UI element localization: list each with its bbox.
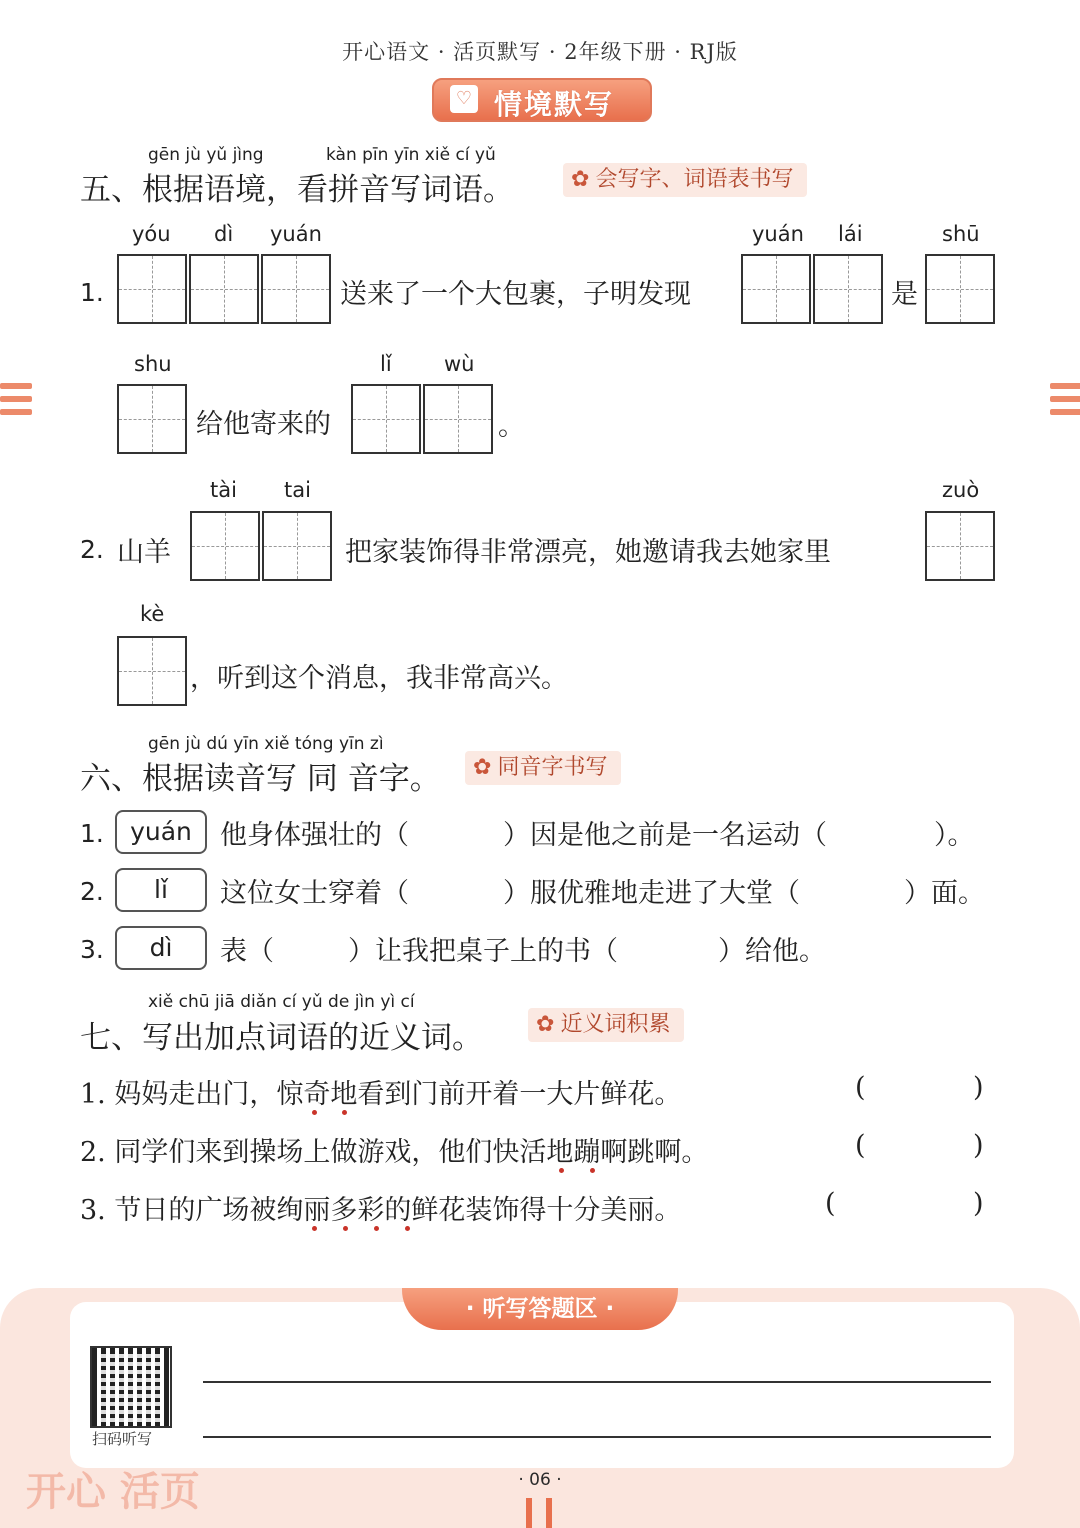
- pinyin: wù: [444, 352, 475, 376]
- sentence-text: 3. 节日的广场被绚丽多彩的鲜花装饰得十分美丽。: [80, 1195, 682, 1226]
- answer-paren-open[interactable]: (: [825, 1188, 836, 1219]
- section5-tag: [563, 163, 807, 197]
- pinyin: dì: [214, 222, 234, 246]
- question-number: 2.: [80, 877, 104, 906]
- answer-grid[interactable]: [262, 511, 332, 581]
- pinyin: yuán: [752, 222, 804, 246]
- emphasis-dot: [405, 1226, 410, 1231]
- sentence-text: ，听到这个消息，我非常高兴。: [190, 663, 568, 694]
- emphasis-dot: [342, 1110, 347, 1115]
- answer-paren-open[interactable]: (: [855, 1130, 866, 1161]
- answer-grid[interactable]: [925, 511, 995, 581]
- flower-icon: ✿: [536, 1012, 555, 1037]
- section5-pinyin-a: gēn jù yǔ jìng: [148, 145, 264, 165]
- emphasis-dot: [343, 1226, 348, 1231]
- sentence-text: 表（: [220, 936, 274, 967]
- left-edge-marker: [0, 396, 32, 402]
- pinyin-box: dì: [115, 926, 207, 970]
- answer-grid[interactable]: [423, 384, 493, 454]
- answer-grid[interactable]: [741, 254, 811, 324]
- brand-watermark: 开心 活页: [26, 1469, 200, 1515]
- answer-grid[interactable]: [261, 254, 331, 324]
- flower-icon: ✿: [473, 755, 492, 780]
- binding-mark: [546, 1498, 552, 1528]
- sentence-text: 送来了一个大包裹，子明发现: [340, 279, 691, 310]
- sentence-text: 山羊: [117, 537, 171, 568]
- section6-pinyin: gēn jù dú yīn xiě tóng yīn zì: [148, 734, 384, 754]
- binding-mark: [526, 1498, 532, 1528]
- pinyin-box: yuán: [115, 810, 207, 854]
- section6-tag-label: 同音字书写: [497, 755, 608, 780]
- pinyin: tài: [210, 478, 237, 502]
- answer-grid[interactable]: [813, 254, 883, 324]
- page-number: · 06 ·: [518, 1470, 562, 1490]
- pinyin: lái: [838, 222, 863, 246]
- question-number: 3.: [80, 935, 104, 964]
- section7-pinyin: xiě chū jiā diǎn cí yǔ de jìn yì cí: [148, 992, 415, 1012]
- section-badge: [432, 78, 652, 122]
- sentence-text: 是: [891, 279, 918, 310]
- flower-icon: ✿: [571, 167, 590, 192]
- pinyin-box: lǐ: [115, 868, 207, 912]
- answer-grid[interactable]: [351, 384, 421, 454]
- answer-grid[interactable]: [925, 254, 995, 324]
- answer-grid[interactable]: [117, 254, 187, 324]
- qr-code-pattern: [98, 1352, 164, 1422]
- sentence-text: 1. 妈妈走出门，惊奇地看到门前开着一大片鲜花。: [80, 1079, 682, 1110]
- right-edge-marker: [1050, 409, 1080, 415]
- sentence-text: ）。: [934, 820, 975, 851]
- sentence-text: 他身体强壮的（: [220, 820, 409, 851]
- section6-tag: [465, 751, 621, 785]
- left-edge-marker: [0, 383, 32, 389]
- answer-grid[interactable]: [117, 636, 187, 706]
- question-number: 1.: [80, 819, 104, 848]
- answer-grid[interactable]: [189, 254, 259, 324]
- sentence-text: ）面。: [904, 878, 985, 909]
- badge-label: 情境默写: [494, 88, 615, 121]
- sentence-text: ）服优雅地走进了大堂（: [503, 878, 800, 909]
- section7-tag: [528, 1008, 684, 1042]
- answer-grid[interactable]: [190, 511, 260, 581]
- heart-book-icon: ♡: [450, 85, 478, 113]
- section7-tag-label: 近义词积累: [560, 1012, 671, 1037]
- sentence-text: ）给他。: [718, 936, 826, 967]
- sentence-text: ）因是他之前是一名运动（: [503, 820, 827, 851]
- pinyin: tai: [284, 478, 311, 502]
- writing-line[interactable]: [203, 1381, 991, 1383]
- writing-line[interactable]: [203, 1436, 991, 1438]
- sentence-text: 把家装饰得非常漂亮，她邀请我去她家里: [345, 537, 831, 568]
- pinyin: yuán: [270, 222, 322, 246]
- question-number: 1.: [80, 278, 104, 307]
- pinyin: lǐ: [380, 352, 392, 376]
- pinyin: kè: [140, 602, 165, 626]
- section7-title: 七、写出加点词语的近义词。: [80, 1020, 483, 1056]
- sentence-text: 这位女士穿着（: [220, 878, 409, 909]
- emphasis-dot: [559, 1168, 564, 1173]
- right-edge-marker: [1050, 383, 1080, 389]
- answer-paren-close: ): [973, 1072, 984, 1103]
- emphasis-dot: [312, 1110, 317, 1115]
- pinyin: zuò: [942, 478, 980, 502]
- question-number: 2.: [80, 535, 104, 564]
- sentence-text: ）让我把桌子上的书（: [348, 936, 618, 967]
- answer-paren-open[interactable]: (: [855, 1072, 866, 1103]
- qr-label: 扫码听写: [92, 1430, 153, 1448]
- section5-tag-label: 会写字、词语表书写: [595, 167, 794, 192]
- right-edge-marker: [1050, 396, 1080, 402]
- left-edge-marker: [0, 409, 32, 415]
- pinyin: shu: [134, 352, 172, 376]
- pinyin: yóu: [132, 222, 171, 246]
- emphasis-dot: [590, 1168, 595, 1173]
- pinyin: shū: [942, 222, 980, 246]
- sentence-text: 给他寄来的: [196, 409, 331, 440]
- page-header: 开心语文 · 活页默写 · 2年级下册 · RJ版: [342, 40, 738, 64]
- answer-paren-close: ): [973, 1130, 984, 1161]
- answer-grid[interactable]: [117, 384, 187, 454]
- section5-title: 五、根据语境，看拼音写词语。: [80, 172, 514, 208]
- section6-title: 六、根据读音写 同 音字。: [80, 761, 441, 797]
- emphasis-dot: [312, 1226, 317, 1231]
- emphasis-dot: [374, 1226, 379, 1231]
- answer-area-title: · 听写答题区 ·: [402, 1288, 678, 1330]
- sentence-text: 2. 同学们来到操场上做游戏，他们快活地蹦啊跳啊。: [80, 1137, 709, 1168]
- section5-pinyin-b: kàn pīn yīn xiě cí yǔ: [326, 145, 496, 165]
- answer-paren-close: ): [973, 1188, 984, 1219]
- sentence-text: 。: [498, 411, 525, 442]
